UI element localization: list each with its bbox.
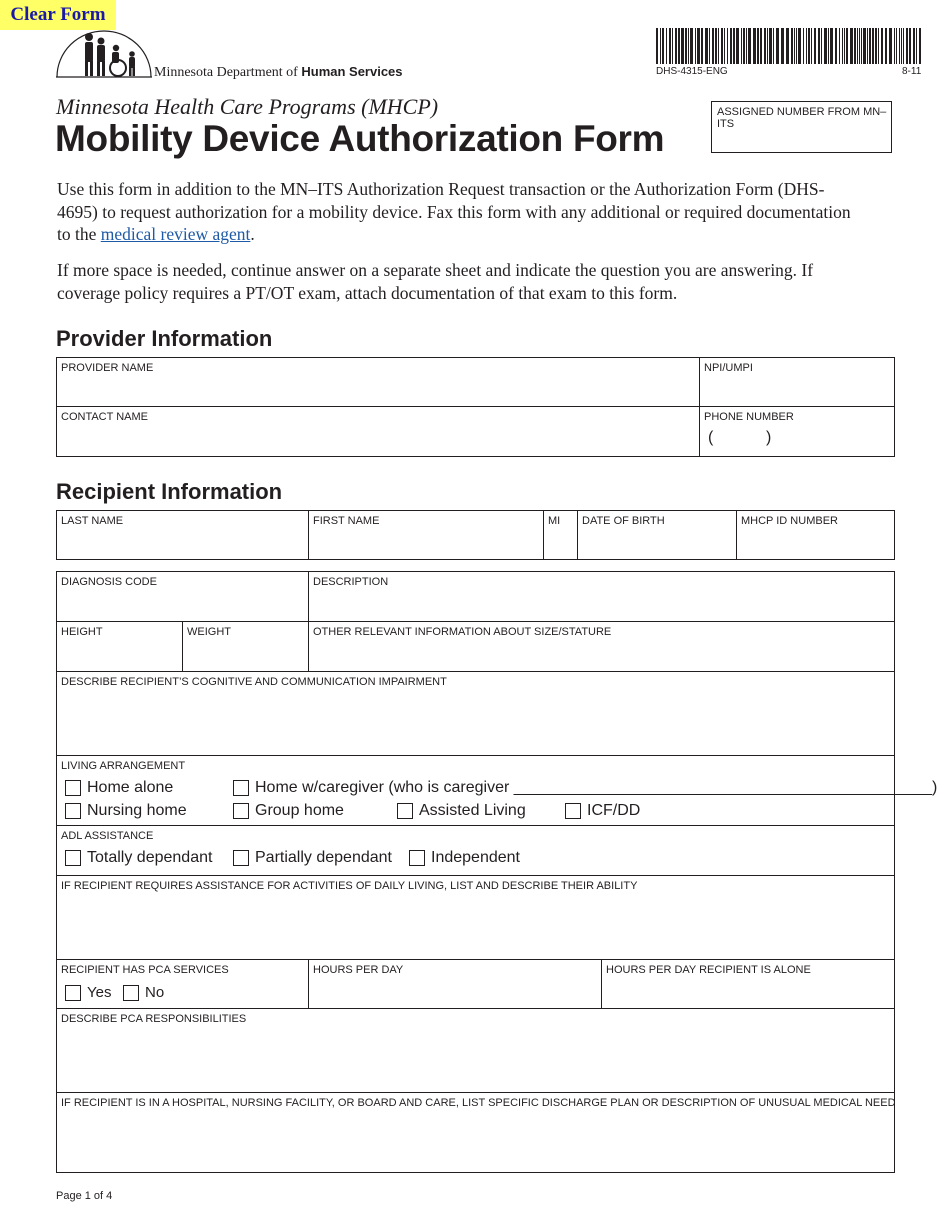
discharge-plan-field[interactable] (56, 1092, 895, 1173)
first-name-field[interactable] (308, 510, 544, 560)
partially-dependant-option[interactable]: Partially dependant (233, 849, 392, 867)
phone-close-paren: ) (766, 429, 772, 446)
independent-option[interactable]: Independent (409, 849, 520, 867)
weight-label: WEIGHT (187, 626, 231, 638)
medical-review-agent-link[interactable]: medical review agent (100, 224, 251, 245)
pca-responsibilities-label: DESCRIBE PCA RESPONSIBILITIES (61, 1013, 247, 1025)
living-arrangement-group (56, 755, 938, 826)
assigned-number-field[interactable] (711, 101, 892, 153)
pca-yes-option[interactable]: Yes (65, 984, 111, 1001)
assigned-number-label: ASSIGNED NUMBER FROM MN–ITS (717, 106, 887, 130)
checkbox-icon[interactable] (565, 803, 581, 819)
provider-name-label: PROVIDER NAME (61, 362, 154, 374)
icf-dd-option[interactable]: ICF/DD (565, 802, 640, 820)
date-of-birth-field[interactable] (577, 510, 737, 560)
checkbox-icon[interactable] (397, 803, 413, 819)
checkbox-icon[interactable] (65, 850, 81, 866)
hours-alone-label: HOURS PER DAY RECIPIENT IS ALONE (606, 964, 811, 976)
date-of-birth-label: DATE OF BIRTH (582, 515, 665, 527)
page-title: Mobility Device Authorization Form (55, 118, 665, 159)
hours-per-day-label: HOURS PER DAY (313, 964, 404, 976)
totally-dependant-option[interactable]: Totally dependant (65, 849, 212, 867)
assisted-living-option[interactable]: Assisted Living (397, 802, 526, 820)
adl-describe-field[interactable] (56, 875, 895, 960)
height-field[interactable] (56, 621, 183, 672)
checkbox-icon[interactable] (233, 803, 249, 819)
last-name-label: LAST NAME (61, 515, 124, 527)
pca-services-label: RECIPIENT HAS PCA SERVICES (61, 964, 229, 976)
first-name-label: FIRST NAME (313, 515, 380, 527)
adl-assistance-group (56, 825, 895, 876)
mi-label: MI (548, 515, 561, 527)
pca-responsibilities-field[interactable] (56, 1008, 895, 1093)
contact-name-field[interactable] (56, 406, 700, 457)
hours-alone-field[interactable] (601, 959, 895, 1009)
mi-field[interactable] (543, 510, 578, 560)
phone-number-label: PHONE NUMBER (704, 411, 794, 423)
hours-per-day-field[interactable] (308, 959, 602, 1009)
group-home-option[interactable]: Group home (233, 802, 344, 820)
provider-name-field[interactable] (56, 357, 700, 407)
recipient-section-heading: Recipient Information (56, 479, 283, 504)
home-alone-option[interactable]: Home alone (65, 779, 173, 797)
clear-form-button[interactable]: Clear Form (0, 0, 116, 30)
other-info-field[interactable] (308, 621, 895, 672)
form-id: DHS-4315-ENG (656, 66, 728, 77)
pca-no-option[interactable]: No (123, 984, 164, 1001)
height-label: HEIGHT (61, 626, 103, 638)
checkbox-icon[interactable] (233, 780, 249, 796)
mhcp-id-label: MHCP ID NUMBER (741, 515, 838, 527)
diagnosis-code-field[interactable] (56, 571, 309, 622)
department-name: Minnesota Department of Human Services (154, 64, 403, 80)
checkbox-icon[interactable] (65, 985, 81, 1001)
contact-name-label: CONTACT NAME (61, 411, 148, 423)
living-arrangement-label: LIVING ARRANGEMENT (61, 760, 186, 772)
other-info-label: OTHER RELEVANT INFORMATION ABOUT SIZE/STATURE (313, 626, 612, 638)
phone-number-field[interactable] (699, 406, 895, 457)
checkbox-icon[interactable] (65, 780, 81, 796)
nursing-home-option[interactable]: Nursing home (65, 802, 187, 820)
description-label: DESCRIPTION (313, 576, 389, 588)
npi-label: NPI/UMPI (704, 362, 753, 374)
intro-paragraph-2: If more space is needed, continue answer on a separate sheet and indicate the question you are answering. If coverage policy requires a PT/OT exam, attach documentation of that exam to this form. (57, 260, 814, 303)
intro-paragraph-1: Use this form in addition to the MN–ITS Authorization Request transaction or the Authorization Form (DHS-4695) to request authorization for a mobility device. Fax this form with any additional or required documentation to the medical review agent. (57, 179, 851, 245)
weight-field[interactable] (182, 621, 309, 672)
cognitive-impairment-label: DESCRIBE RECIPIENT’S COGNITIVE AND COMMUNICATION IMPAIRMENT (61, 676, 447, 688)
adl-describe-label: IF RECIPIENT REQUIRES ASSISTANCE FOR ACTIVITIES OF DAILY LIVING, LIST AND DESCRIBE THEIR ABILITY (61, 880, 638, 892)
checkbox-icon[interactable] (123, 985, 139, 1001)
diagnosis-code-label: DIAGNOSIS CODE (61, 576, 157, 588)
form-date: 8-11 (902, 66, 922, 77)
mhcp-id-field[interactable] (736, 510, 895, 560)
program-name: Minnesota Health Care Programs (MHCP) (56, 94, 439, 119)
checkbox-icon[interactable] (409, 850, 425, 866)
description-field[interactable] (308, 571, 895, 622)
npi-field[interactable] (699, 357, 895, 407)
home-caregiver-option[interactable]: Home w/caregiver (who is caregiver _______________________________________________) (233, 779, 937, 797)
page-number: Page 1 of 4 (56, 1190, 113, 1202)
pca-services-group (56, 959, 309, 1009)
adl-assistance-label: ADL ASSISTANCE (61, 830, 154, 842)
checkbox-icon[interactable] (233, 850, 249, 866)
discharge-plan-label: IF RECIPIENT IS IN A HOSPITAL, NURSING FACILITY, OR BOARD AND CARE, LIST SPECIFIC DISCHARGE PLAN OR DESCRIPTION OF UNUSUAL MEDICAL NEED (61, 1097, 896, 1109)
cognitive-impairment-field[interactable] (56, 671, 895, 756)
phone-open-paren: ( (708, 429, 714, 446)
checkbox-icon[interactable] (65, 803, 81, 819)
last-name-field[interactable] (56, 510, 309, 560)
provider-section-heading: Provider Information (56, 326, 273, 351)
dhs-family-logo-icon (56, 30, 152, 78)
barcode-icon (656, 28, 922, 64)
